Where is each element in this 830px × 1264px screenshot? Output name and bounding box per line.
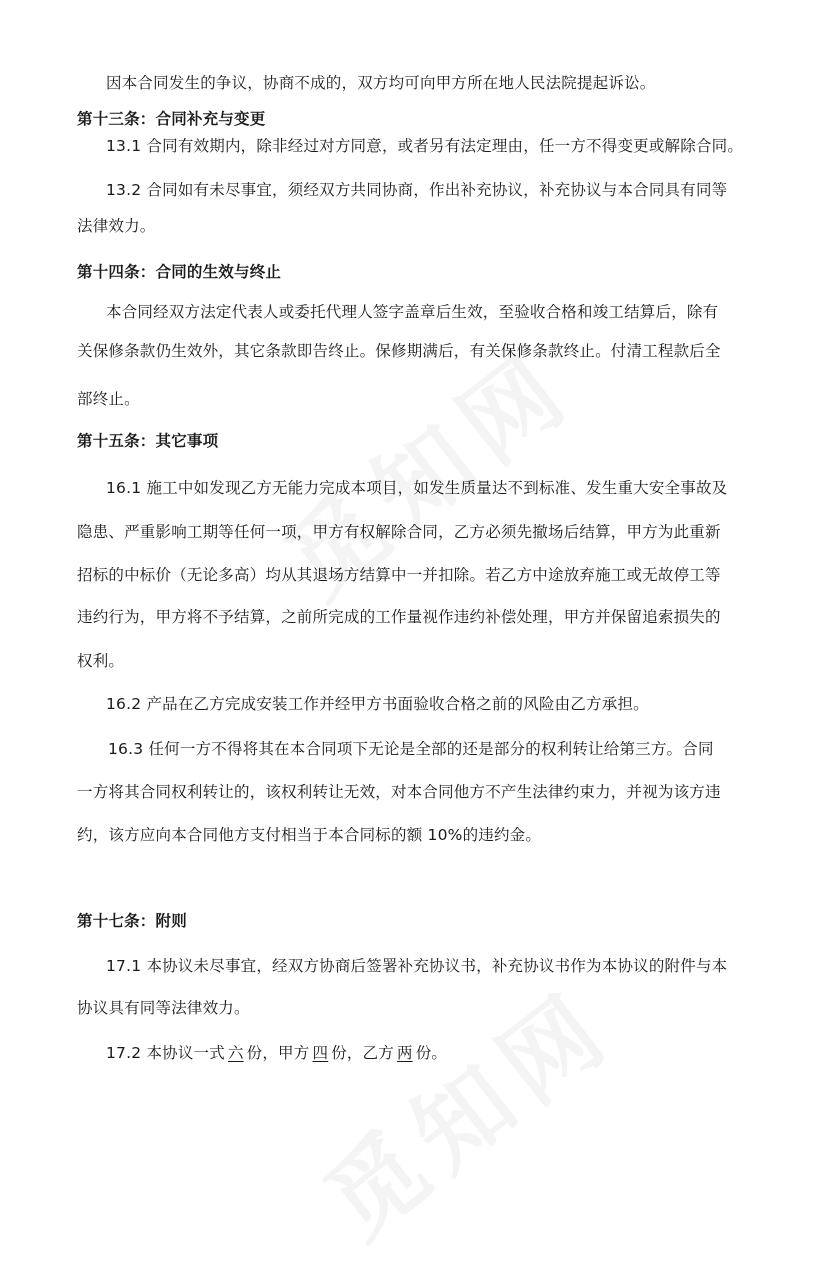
copies-party-b-blank: 两 <box>396 1044 413 1062</box>
article-13-heading: 第十三条：合同补充与变更 <box>77 110 266 128</box>
clause-16-1-line-5: 权利。 <box>77 652 125 670</box>
clause-16-2: 16.2 产品在乙方完成安装工作并经甲方书面验收合格之前的风险由乙方承担。 <box>106 695 649 713</box>
clause-13-2: 13.2 合同如有未尽事宜，须经双方共同协商，作出补充协议，补充协议与本合同具有同等 <box>106 181 728 199</box>
clause-16-3-line-1: 16.3 任何一方不得将其在本合同项下无论是全部的还是部分的权利转让给第三方。合同 <box>108 740 714 758</box>
article-14-text-1: 本合同经双方法定代表人或委托代理人签字盖章后生效，至验收合格和竣工结算后，除有 <box>106 303 719 321</box>
clause-17-1-line-1: 17.1 本协议未尽事宜，经双方协商后签署补充协议书，补充协议书作为本协议的附件与本 <box>106 957 728 975</box>
clause-17-2 <box>106 1043 447 1063</box>
article-15-heading: 第十五条：其它事项 <box>77 432 219 450</box>
article-14-heading: 第十四条：合同的生效与终止 <box>77 263 282 281</box>
copies-unit-1: 份，甲方 <box>246 1044 310 1062</box>
article-14-text-2: 关保修条款仍生效外，其它条款即告终止。保修期满后，有关保修条款终止。付清工程款后全 <box>77 342 721 360</box>
watermark-lower <box>293 953 637 1264</box>
clause-16-1-line-3: 招标的中标价（无论多高）均从其退场方结算中一并扣除。若乙方中途放弃施工或无故停工等 <box>77 566 721 584</box>
clause-13-1: 13.1 合同有效期内，除非经过对方同意，或者另有法定理由，任一方不得变更或解除合同。 <box>106 137 744 155</box>
copies-prefix: 17.2 本协议一式 <box>106 1044 225 1062</box>
clause-16-3-line-3: 约，该方应向本合同他方支付相当于本合同标的额 10%的违约金。 <box>77 826 542 844</box>
copies-unit-2: 份，乙方 <box>331 1044 394 1062</box>
clause-16-1-line-1: 16.1 施工中如发现乙方无能力完成本项目，如发生质量达不到标准、发生重大安全事故及 <box>106 479 728 497</box>
copies-total-blank: 六 <box>227 1044 244 1062</box>
clause-16-1-line-4: 违约行为，甲方将不予结算，之前所完成的工作量视作违约补偿处理，甲方并保留追索损失的 <box>77 608 721 626</box>
article-17-heading: 第十七条：附则 <box>77 912 187 930</box>
clause-13-2-cont: 法律效力。 <box>77 217 156 235</box>
copies-unit-3: 份。 <box>415 1044 448 1062</box>
dispute-clause: 因本合同发生的争议，协商不成的，双方均可向甲方所在地人民法院提起诉讼。 <box>106 74 656 92</box>
clause-16-3-line-2: 一方将其合同权利转让的，该权利转让无效，对本合同他方不产生法律约束力，并视为该方违 <box>77 783 721 801</box>
clause-17-1-line-2: 协议具有同等法律效力。 <box>77 999 250 1017</box>
article-14-text-3: 部终止。 <box>77 390 140 408</box>
clause-16-1-line-2: 隐患、严重影响工期等任何一项，甲方有权解除合同，乙方必须先撤场后结算，甲方为此重新 <box>77 523 721 541</box>
copies-party-a-blank: 四 <box>312 1044 329 1062</box>
